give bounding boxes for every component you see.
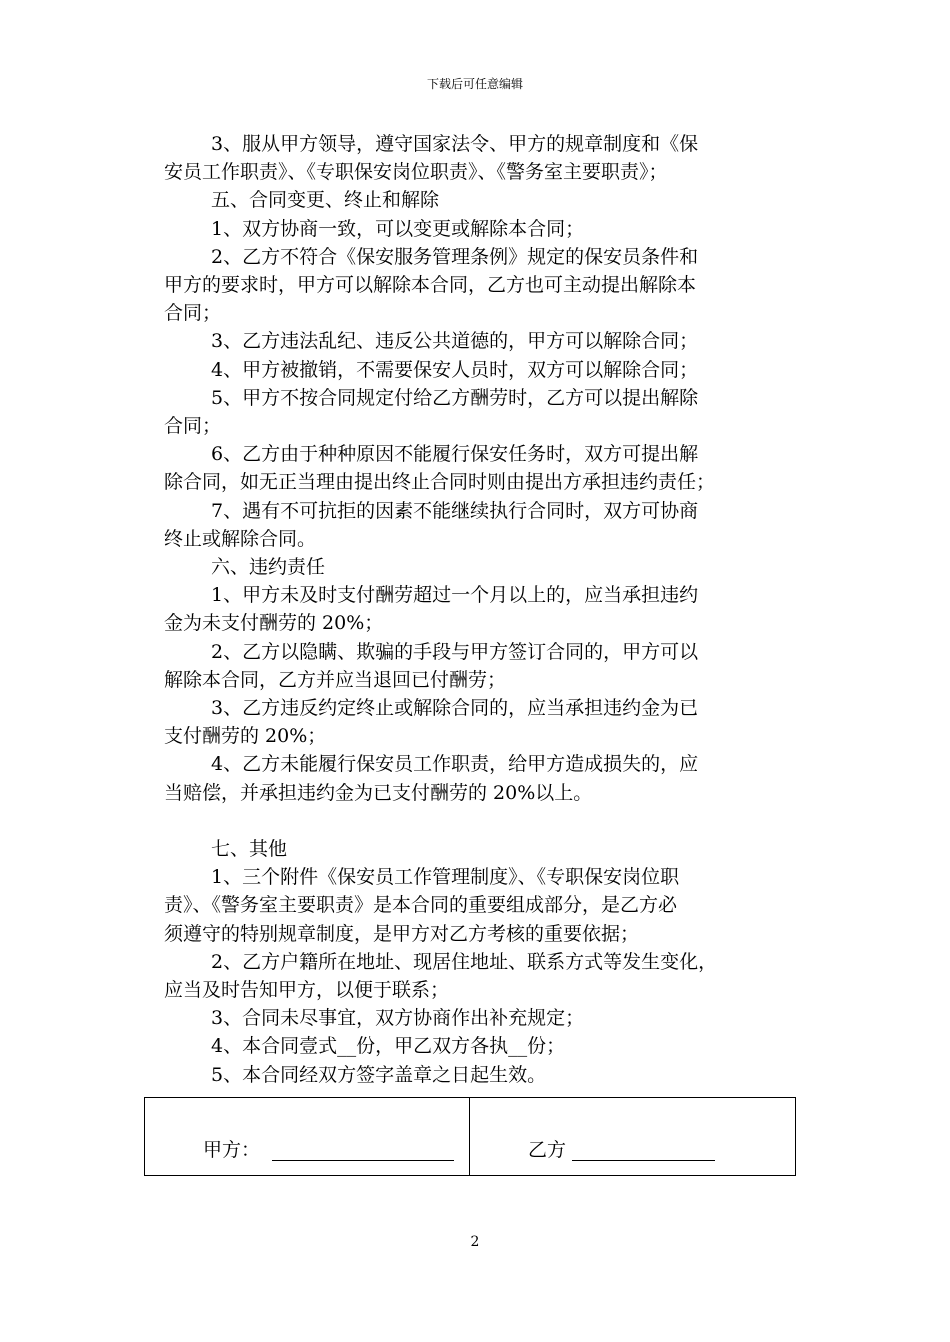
contract-line: 3、服从甲方领导，遵守国家法令、甲方的规章制度和《保 (211, 133, 699, 155)
contract-line: 4、甲方被撤销，不需要保安人员时，双方可以解除合同； (211, 358, 699, 381)
party-a-signature-line (272, 1160, 454, 1161)
contract-line: 须遵守的特别规章制度，是甲方对乙方考核的重要依据； (164, 922, 640, 945)
contract-line: 除合同，如无正当理由提出终止合同时则由提出方承担违约责任； (164, 471, 716, 494)
signature-cell-party-b (470, 1098, 795, 1175)
contract-line: 2、乙方以隐瞒、欺骗的手段与甲方签订合同的，甲方可以 (211, 640, 699, 663)
page-header: 下载后可任意编辑 (426, 77, 523, 91)
contract-line: 合同； (164, 302, 222, 325)
contract-line: 1、三个附件《保安员工作管理制度》、《专职保安岗位职 (211, 866, 680, 889)
contract-line: 5、本合同经双方签字盖章之日起生效。 (211, 1063, 547, 1086)
contract-line: 金为未支付酬劳的 20%； (164, 612, 384, 635)
party-b-label: 乙方 (528, 1139, 567, 1161)
contract-line: 责》、《警务室主要职责》是本合同的重要组成部分，是乙方必 (164, 894, 678, 917)
contract-line: 2、乙方不符合《保安服务管理条例》规定的保安员条件和 (211, 245, 699, 268)
contract-line: 解除本合同，乙方并应当退回已付酬劳； (164, 668, 507, 691)
contract-line: 六、违约责任 (211, 556, 326, 579)
contract-line: 应当及时告知甲方，以便于联系； (164, 979, 450, 1002)
contract-body (164, 130, 786, 1089)
signature-cell-party-a (145, 1098, 470, 1175)
contract-line: 5、甲方不按合同规定付给乙方酬劳时，乙方可以提出解除 (211, 386, 699, 409)
contract-line: 3、乙方违法乱纪、违反公共道德的，甲方可以解除合同； (211, 330, 699, 353)
contract-line: 终止或解除合同。 (164, 527, 317, 550)
contract-line: 安员工作职责》、《专职保安岗位职责》、《警务室主要职责》； (164, 161, 668, 184)
contract-line: 4、乙方未能履行保安员工作职责，给甲方造成损失的，应 (211, 753, 699, 776)
contract-line: 6、乙方由于种种原因不能履行保安任务时，双方可提出解 (211, 443, 699, 466)
party-a-label: 甲方： (203, 1139, 261, 1161)
contract-line: 支付酬劳的 20%； (164, 725, 327, 748)
contract-line: 3、乙方违反约定终止或解除合同的，应当承担违约金为已 (211, 697, 699, 720)
contract-line: 7、遇有不可抗拒的因素不能继续执行合同时，双方可协商 (211, 499, 699, 522)
contract-line: 合同； (164, 415, 222, 438)
signature-table (144, 1097, 796, 1176)
contract-line: 1、双方协商一致，可以变更或解除本合同； (211, 217, 585, 240)
contract-line: 五、合同变更、终止和解除 (211, 189, 440, 212)
contract-line: 4、本合同壹式__份，甲乙双方各执__份； (211, 1035, 566, 1058)
blank-line (164, 807, 786, 835)
contract-line: 七、其他 (211, 838, 288, 861)
contract-line: 2、乙方户籍所在地址、现居住地址、联系方式等发生变化， (211, 950, 718, 973)
contract-line: 甲方的要求时，甲方可以解除本合同，乙方也可主动提出解除本 (164, 274, 697, 297)
page-number: 2 (470, 1234, 480, 1250)
contract-line: 1、甲方未及时支付酬劳超过一个月以上的，应当承担违约 (211, 584, 699, 607)
party-b-signature-line (572, 1160, 715, 1161)
contract-line: 3、合同未尽事宜，双方协商作出补充规定； (211, 1007, 585, 1030)
contract-line: 当赔偿，并承担违约金为已支付酬劳的 20%以上。 (164, 781, 593, 804)
